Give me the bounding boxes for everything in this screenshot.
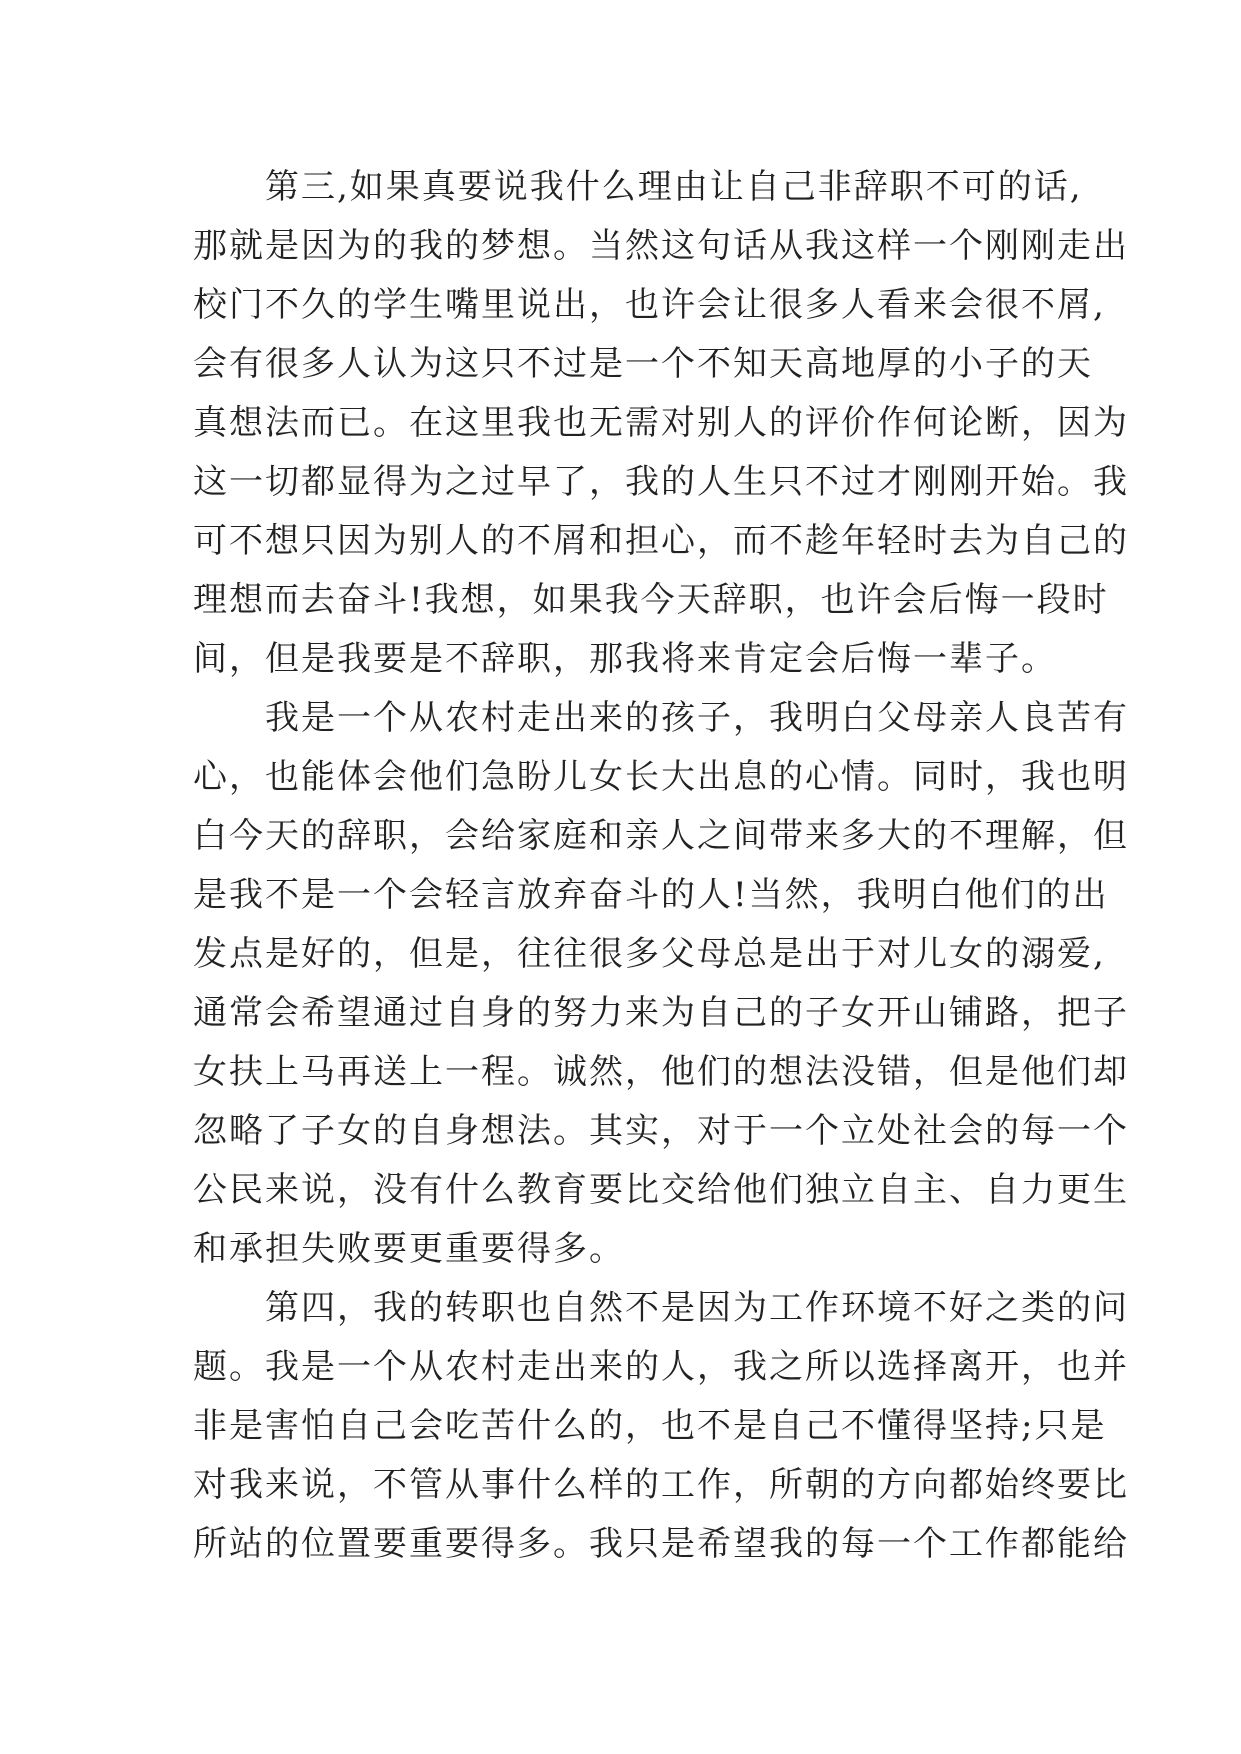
paragraph-rural-background xyxy=(193,689,1129,1279)
text-line: 是我不是一个会轻言放弃奋斗的人!当然，我明白他们的出 xyxy=(193,875,1109,915)
paragraph-3rd-reason xyxy=(193,158,1129,689)
text-line: 公民来说，没有什么教育要比交给他们独立自主、自力更生 xyxy=(193,1170,1129,1210)
text-line: 真想法而已。在这里我也无需对别人的评价作何论断，因为 xyxy=(193,403,1129,443)
text-line: 忽略了子女的自身想法。其实，对于一个立处社会的每一个 xyxy=(193,1111,1129,1151)
text-line: 这一切都显得为之过早了，我的人生只不过才刚刚开始。我 xyxy=(193,462,1129,502)
text-line: 女扶上马再送上一程。诚然，他们的想法没错，但是他们却 xyxy=(193,1052,1129,1092)
text-line: 发点是好的，但是，往往很多父母总是出于对儿女的溺爱, xyxy=(193,934,1106,974)
text-line: 第四，我的转职也自然不是因为工作环境不好之类的问 xyxy=(193,1288,1129,1328)
document-body xyxy=(193,158,1129,1574)
text-line: 心，也能体会他们急盼儿女长大出息的心情。同时，我也明 xyxy=(193,757,1129,797)
text-line: 白今天的辞职，会给家庭和亲人之间带来多大的不理解，但 xyxy=(193,816,1129,856)
paragraph-4th-reason xyxy=(193,1279,1129,1574)
text-line: 非是害怕自己会吃苦什么的，也不是自己不懂得坚持;只是 xyxy=(193,1406,1107,1446)
text-line: 我是一个从农村走出来的孩子，我明白父母亲人良苦有 xyxy=(193,698,1129,738)
text-line: 第三,如果真要说我什么理由让自己非辞职不可的话, xyxy=(193,167,1083,207)
text-line: 会有很多人认为这只不过是一个不知天高地厚的小子的天 xyxy=(193,344,1093,384)
text-line: 可不想只因为别人的不屑和担心，而不趁年轻时去为自己的 xyxy=(193,521,1129,561)
text-line: 对我来说，不管从事什么样的工作，所朝的方向都始终要比 xyxy=(193,1465,1129,1505)
text-line: 那就是因为的我的梦想。当然这句话从我这样一个刚刚走出 xyxy=(193,226,1129,266)
text-line: 题。我是一个从农村走出来的人，我之所以选择离开，也并 xyxy=(193,1347,1129,1387)
text-line: 所站的位置要重要得多。我只是希望我的每一个工作都能给 xyxy=(193,1524,1129,1564)
text-line: 通常会希望通过自身的努力来为自己的子女开山铺路，把子 xyxy=(193,993,1129,1033)
text-line: 理想而去奋斗!我想，如果我今天辞职，也许会后悔一段时 xyxy=(193,580,1109,620)
text-line: 间，但是我要是不辞职，那我将来肯定会后悔一辈子。 xyxy=(193,639,1057,679)
text-line: 和承担失败要更重要得多。 xyxy=(193,1229,625,1269)
text-line: 校门不久的学生嘴里说出，也许会让很多人看来会很不屑, xyxy=(193,285,1106,325)
